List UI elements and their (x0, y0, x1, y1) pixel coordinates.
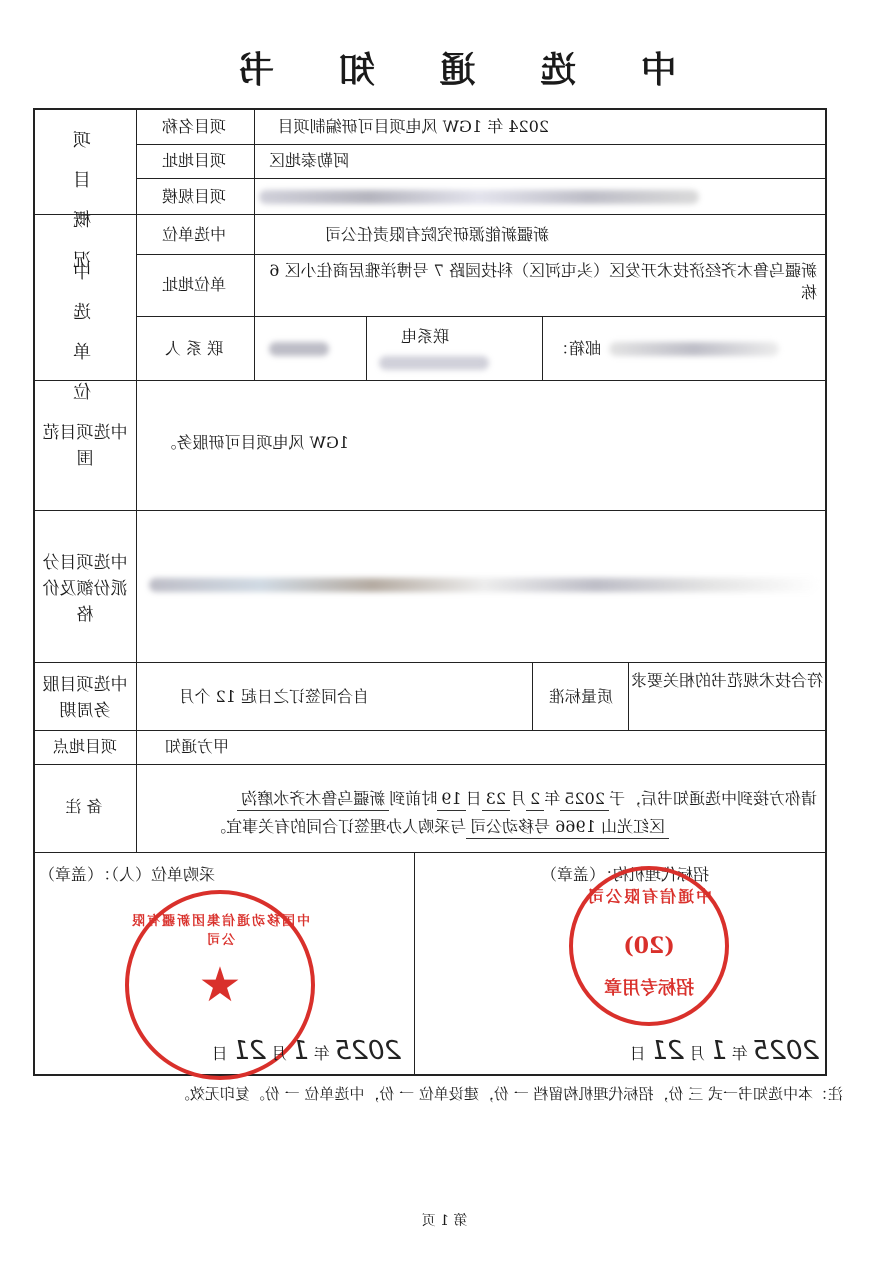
site-label: 项目地点 (53, 737, 118, 756)
redacted-email (609, 342, 779, 356)
agency-seal (569, 866, 729, 1026)
signature-divider (414, 852, 415, 1074)
redacted-contact-person (269, 342, 329, 356)
remarks-label: 备 注 (65, 797, 103, 816)
row-line (35, 852, 827, 853)
buyer-date-year-unit: 年 (313, 1044, 330, 1063)
buyer-date-month-unit: 月 (270, 1044, 287, 1063)
redacted-phone (379, 356, 489, 370)
quality-label: 质量标准 (549, 687, 614, 706)
row-line (35, 662, 827, 663)
buyer-date-day-unit: 日 (211, 1044, 228, 1063)
agency-seal-center: (20) (623, 933, 675, 959)
remarks-suffix: 时前到 (389, 789, 438, 808)
contact-person-label: 联 系 人 (164, 339, 224, 358)
remarks-month-unit: 月 (510, 789, 527, 808)
remarks-line1 (141, 788, 817, 810)
agency-date-day: 21 (650, 1036, 684, 1066)
email-label: 邮箱： (552, 339, 601, 358)
row-line (35, 214, 827, 215)
cell-divider (532, 662, 533, 730)
row-line (35, 510, 827, 511)
scope-label: 中选项目范围 (42, 423, 128, 469)
agency-date (589, 1036, 819, 1066)
agency-date-month-unit: 月 (688, 1044, 705, 1063)
remarks-day: 23 (482, 788, 510, 811)
buyer-date-year: 2025 (334, 1036, 401, 1066)
remarks-prefix: 请你方接到中选通知书后，于 (608, 789, 817, 808)
section-winner-text: 中选单位 (73, 262, 94, 422)
winner-unit-label: 中选单位 (162, 225, 227, 244)
site-value: 甲方通知 (164, 737, 229, 756)
project-location-label: 项目地址 (162, 151, 227, 170)
remarks-hour: 19 (437, 788, 465, 811)
label-column-divider (254, 108, 255, 380)
star-icon: ★ (198, 957, 242, 1013)
page-number: 第 1 页 (421, 1213, 468, 1229)
winner-address-value: 新疆乌鲁木齐经济技术开发区（头屯河区）科技园路 7 号博洋雅居商住小区 6 栋 (269, 261, 817, 302)
agency-seal-arc: 中通信有限公司 (586, 887, 713, 906)
row-line (35, 730, 827, 731)
cell-divider (542, 316, 543, 380)
table-bottom-border (33, 1074, 827, 1076)
agency-date-year-unit: 年 (731, 1044, 748, 1063)
remarks-year-unit: 年 (544, 789, 561, 808)
remarks-place-cont: 区红光山 1966 号移动公司 (466, 816, 669, 839)
agency-date-day-unit: 日 (629, 1044, 646, 1063)
agency-seal-bottom: 招标专用章 (604, 978, 694, 999)
row-line (137, 316, 827, 317)
period-value: 自合同签订之日起 12 个月 (178, 687, 369, 706)
project-location-value: 阿勒泰地区 (268, 151, 349, 170)
project-name-label: 项目名称 (162, 117, 227, 136)
agency-date-year: 2025 (752, 1036, 819, 1066)
cell-divider (136, 730, 137, 764)
buyer-date (211, 1036, 401, 1066)
redacted-project-scale (259, 190, 699, 204)
winner-unit-value: 新疆新能源研究院有限责任公司 (324, 225, 549, 244)
period-label: 中选项目服务周期 (42, 675, 128, 721)
buyer-label: 采购单位（人）：（盖章） (39, 865, 216, 884)
buyer-seal-text: 中国移动通信集团新疆有限公司 (130, 914, 311, 948)
remarks-line2 (141, 816, 669, 838)
remarks-place: 新疆乌鲁木齐水磨沟 (237, 788, 389, 811)
section-project-overview-text: 项目概况 (73, 130, 94, 290)
remarks-year: 2025 (560, 788, 609, 811)
quality-value: 符合技术规范书的相关要求 (630, 671, 823, 690)
buyer-date-month: 1 (292, 1036, 309, 1066)
page-title: 中 选 通 知 书 (212, 49, 677, 91)
agency-label: 招标代理机构：（盖章） (540, 865, 709, 884)
table-top-border (33, 108, 827, 110)
project-name-value: 2024 年 1GW 风电项目可研编制项目 (277, 117, 549, 136)
remarks-day-unit: 日 (465, 789, 482, 808)
winner-address-label: 单位地址 (162, 275, 227, 294)
cell-divider (628, 662, 629, 730)
row-line (35, 764, 827, 765)
price-label: 中选项目分派份额及价格 (42, 553, 128, 625)
table-left-border (33, 108, 35, 1076)
agency-date-month: 1 (710, 1036, 727, 1066)
project-scale-label: 项目规模 (162, 187, 227, 206)
row-line (137, 178, 827, 179)
cell-divider (366, 316, 367, 380)
footnote: 注：本中选知书一式 三 份，招标代理机构留档 一 份，建设单位 一 份，中选单位 一 份。复印无效。 (174, 1085, 843, 1103)
remarks-month: 2 (526, 788, 544, 811)
phone-label: 联系电 (400, 327, 449, 346)
row-line (137, 254, 827, 255)
scope-value: 1GW 风电项目可研服务。 (160, 433, 349, 452)
remarks-line2-suffix: 与采购人办理签订合同的有关事宜。 (210, 817, 467, 836)
buyer-date-day: 21 (232, 1036, 266, 1066)
section-winner (49, 262, 119, 422)
row-line (35, 380, 827, 381)
redacted-price (149, 578, 819, 592)
row-line (137, 144, 827, 145)
